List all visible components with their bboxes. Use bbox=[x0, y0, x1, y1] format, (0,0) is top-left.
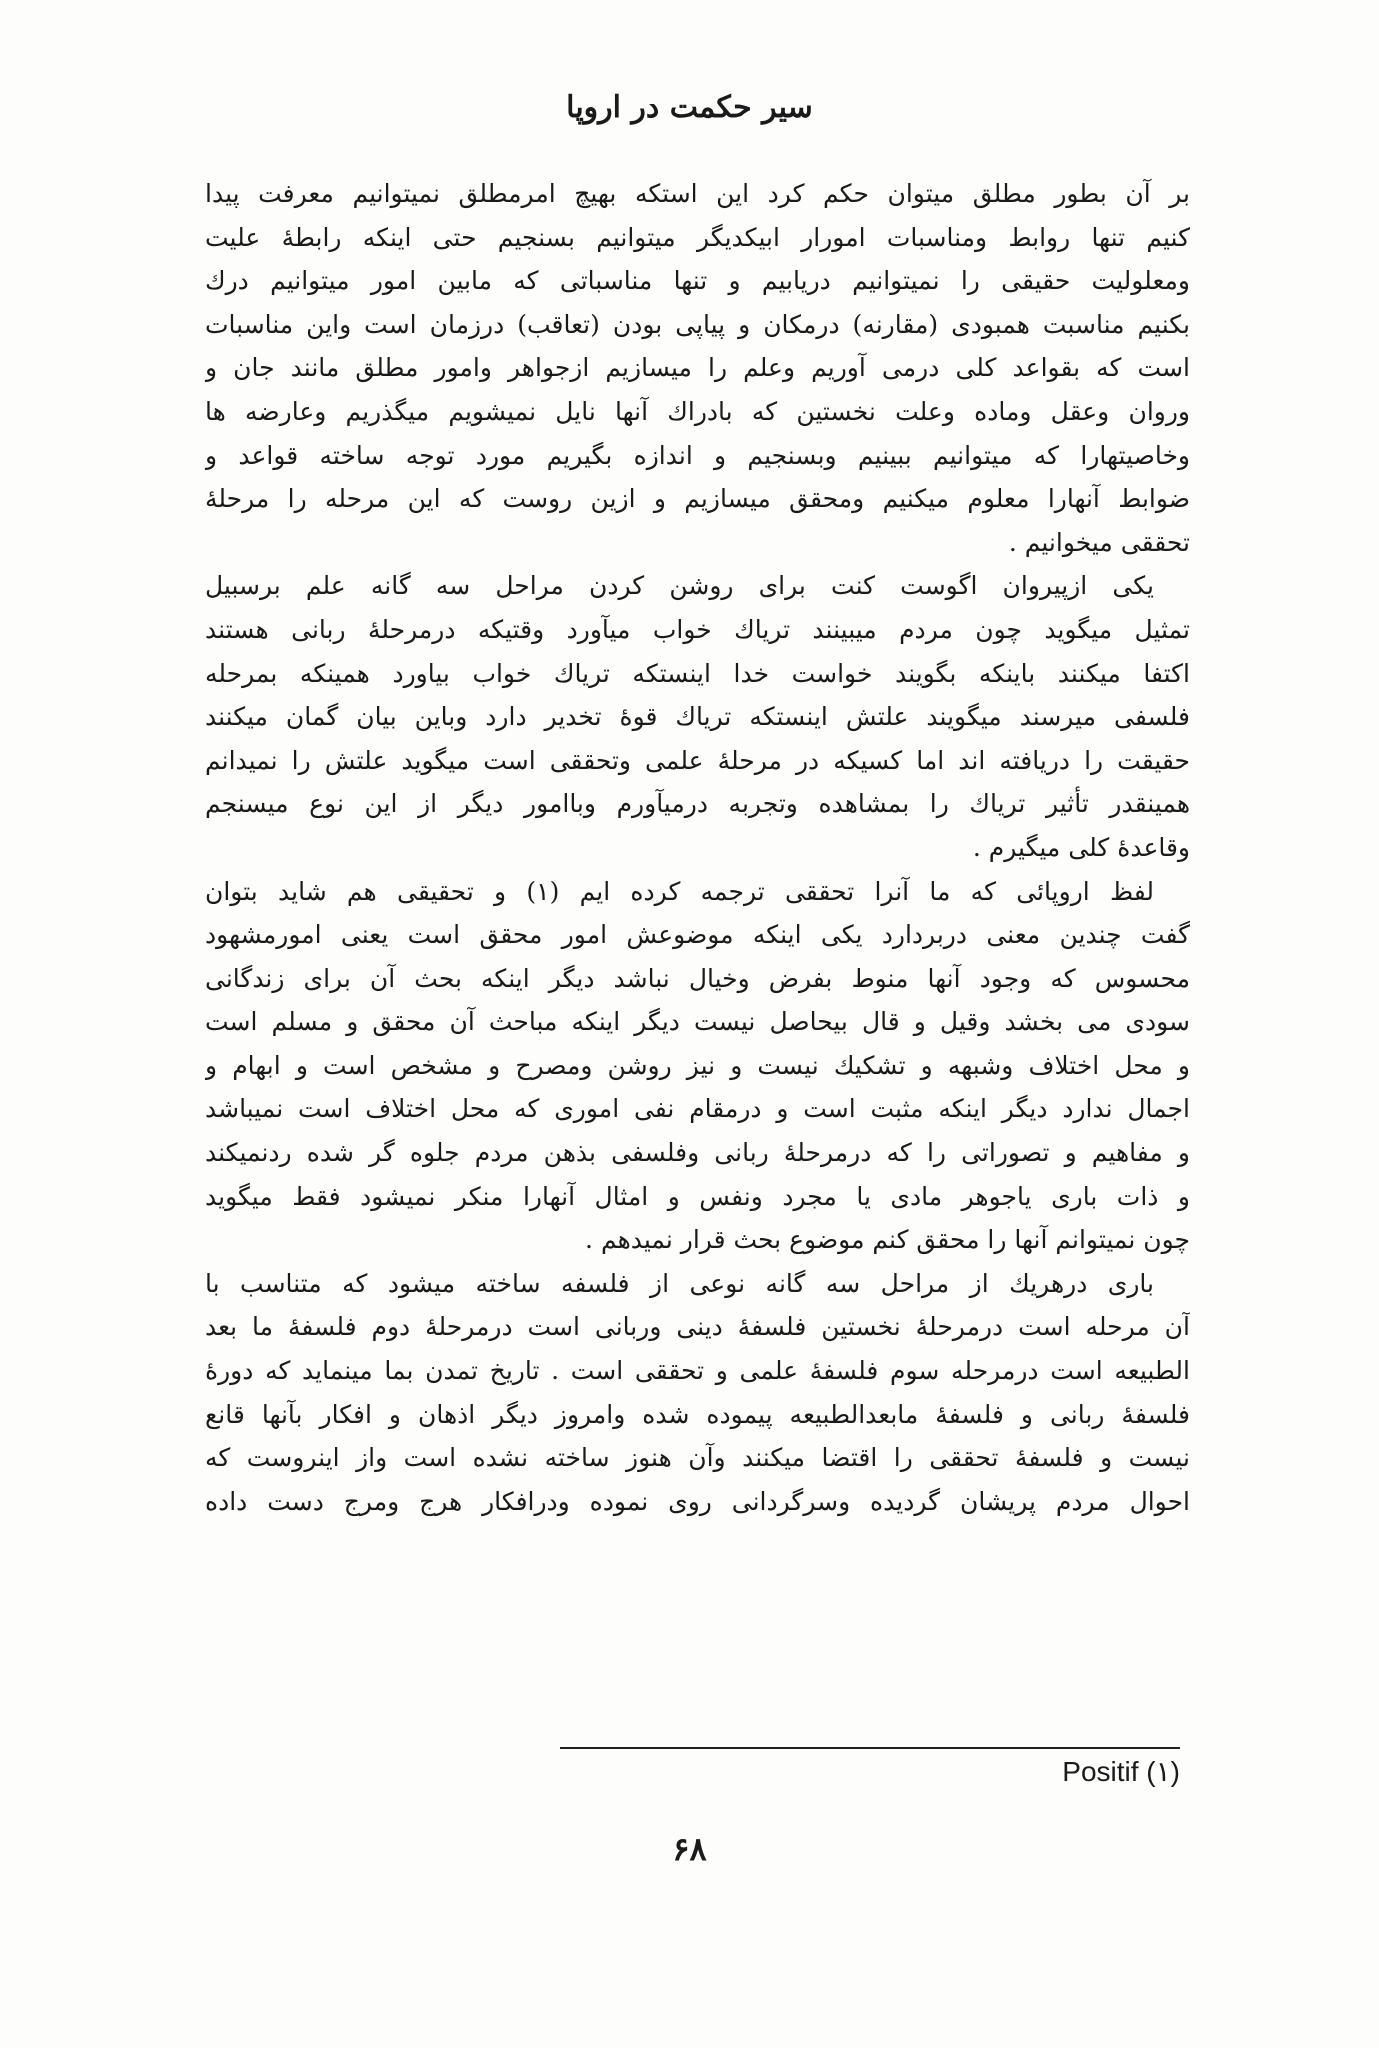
text-line: اکتفا میکنند باینکه بگویند خواست خدا اینستکه تریاك خواب بیاورد همینکه بمرحله bbox=[205, 658, 1190, 688]
text-line: فلسفهٔ ربانی و فلسفهٔ مابعدالطبیعه پیموده شده وامروز دیگر اذهان و افکار بآنها قانع bbox=[205, 1399, 1190, 1429]
text-line: همینقدر تأثیر تریاك را بمشاهده وتجربه درمیآورم وباامور دیگر از این نوع میسنجم bbox=[205, 789, 1190, 819]
text-line: احوال مردم پریشان گردیده وسرگردانی روی نموده ودرافکار هرج ومرج دست داده bbox=[205, 1486, 1190, 1516]
text-line: تمثیل میگوید چون مردم میبینند تریاك خواب میآورد وقتیکه درمرحلهٔ ربانی هستند bbox=[205, 614, 1190, 644]
text-line: سودی می بخشد وقیل و قال بیحاصل نیست دیگر اینکه مباحث آن محقق و مسلم است bbox=[205, 1007, 1190, 1037]
text-line: ومعلولیت حقیقی را نمیتوانیم دریابیم و تنها مناسباتی که مابین امور میتوانیم درك bbox=[205, 266, 1190, 296]
text-line: و ذات باری یاجوهر مادی یا مجرد ونفس و امثال آنهارا منکر نمیشود فقط میگوید bbox=[205, 1181, 1190, 1211]
text-line: گفت چندین معنی دربردارد یکی اینکه موضوعش امور محقق است یعنی امورمشهود bbox=[205, 920, 1190, 950]
text-line: و مفاهیم و تصوراتی را که درمرحلهٔ ربانی وفلسفی بذهن مردم جلوه گر شده ردنمیکند bbox=[205, 1138, 1190, 1168]
text-line: ضوابط آنهارا معلوم میکنیم ومحقق میسازیم و ازین روست که این مرحله را مرحلهٔ bbox=[205, 484, 1190, 514]
page-number: ۶۸ bbox=[672, 1830, 707, 1868]
text-line: وقاعدهٔ کلی میگیرم . bbox=[972, 832, 1190, 862]
text-line: لفظ اروپائی که ما آنرا تحققی ترجمه کرده ایم (۱) و تحقیقی هم شاید بتوان bbox=[205, 876, 1154, 906]
text-line: فلسفی میرسند میگویند علتش اینستکه تریاك قوهٔ تخدیر دارد وباین بیان گمان میکنند bbox=[205, 702, 1190, 732]
text-line: وروان وعقل وماده وعلت نخستین که بادراك آنها نایل نمیشویم میگذریم وعارضه ها bbox=[205, 396, 1190, 426]
text-line: وخاصیتهارا که میتوانیم ببینیم وبسنجیم و اندازه بگیریم مورد توجه ساخته قواعد و bbox=[205, 440, 1190, 470]
text-line: و محل اختلاف وشبهه و تشکیك نیست و نیز روشن ومصرح و مشخص است و ابهام و bbox=[205, 1050, 1190, 1080]
text-line: بکنیم مناسبت همبودی (مقارنه) درمکان و پیاپی بودن (تعاقب) درزمان است واین مناسبات bbox=[205, 309, 1190, 339]
footnote-divider bbox=[560, 1747, 1180, 1749]
text-line: اجمال ندارد دیگر اینکه مثبت است و درمقام نفی اموری که محل اختلاف است نمیباشد bbox=[205, 1094, 1190, 1124]
text-line: باری درهریك از مراحل سه گانه نوعی از فلسفه ساخته میشود که متناسب با bbox=[205, 1268, 1154, 1298]
text-line: تحققی میخوانیم . bbox=[1008, 527, 1190, 557]
text-line: الطبیعه است درمرحله سوم فلسفهٔ علمی و تحققی است . تاریخ تمدن بما مینماید که دورهٔ bbox=[205, 1356, 1190, 1386]
text-line: بر آن بطور مطلق میتوان حکم کرد این استکه بهیچ امرمطلق نمیتوانیم معرفت پیدا bbox=[205, 179, 1190, 208]
text-line: است که بقواعد کلی درمی آوریم وعلم را میسازیم ازجواهر وامور مطلق مانند جان و bbox=[205, 353, 1190, 383]
footnote: Positif (۱) bbox=[1062, 1756, 1180, 1787]
paragraph-3 bbox=[205, 870, 1190, 1262]
text-line: نیست و فلسفهٔ تحققی را اقتضا میکنند وآن هنوز ساخته نشده است واز اینروست که bbox=[205, 1443, 1190, 1473]
text-line: چون نمیتوانم آنها را محقق کنم موضوع بحث قرار نمیدهم . bbox=[585, 1225, 1190, 1255]
text-line: آن مرحله است درمرحلهٔ نخستین فلسفهٔ دینی وربانی است درمرحلهٔ دوم فلسفهٔ ما بعد bbox=[205, 1312, 1190, 1342]
text-line: حقیقت را دریافته اند اما کسیکه در مرحلهٔ علمی وتحققی است میگوید علتش را نمیدانم bbox=[205, 745, 1190, 775]
text-line: محسوس که وجود آنها منوط بفرض وخیال نباشد دیگر اینکه بحث آن برای زندگانی bbox=[205, 963, 1190, 993]
text-line: کنیم تنها روابط ومناسبات امورار ابیکدیگر میتوانیم بسنجیم حتی اینکه رابطهٔ علیت bbox=[205, 222, 1190, 252]
paragraph-1 bbox=[205, 172, 1190, 564]
paragraph-2 bbox=[205, 564, 1190, 869]
running-head: سیر حکمت در اروپا bbox=[566, 90, 813, 125]
body-text bbox=[205, 172, 1190, 1523]
text-line: یکی ازپیروان اگوست کنت برای روشن کردن مراحل سه گانه علم برسبیل bbox=[205, 571, 1154, 601]
paragraph-4 bbox=[205, 1262, 1190, 1524]
